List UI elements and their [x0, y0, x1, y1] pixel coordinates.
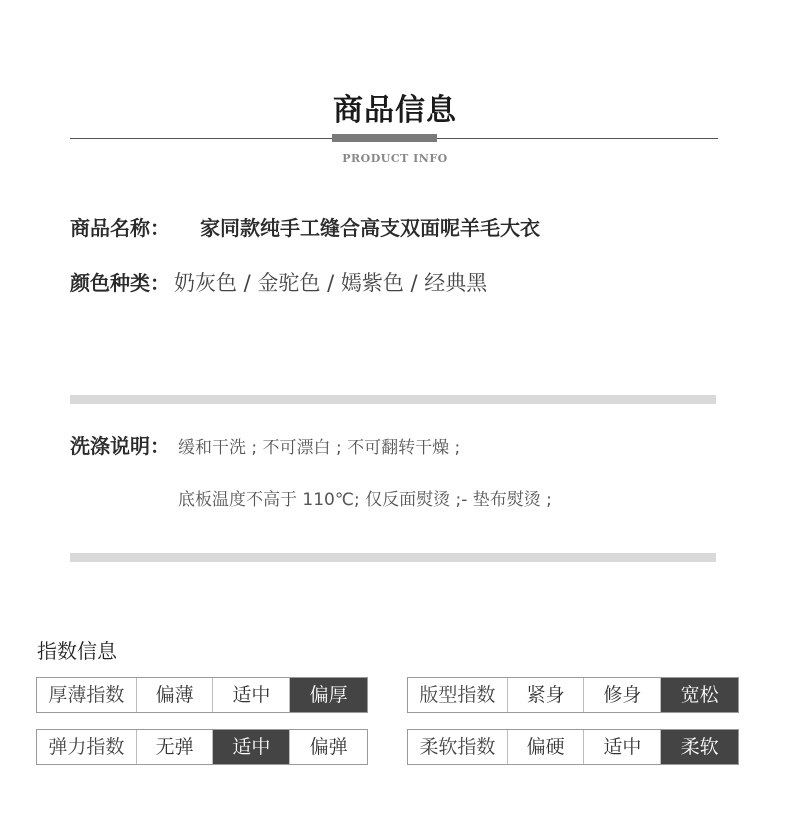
index-option: 适中 — [213, 678, 290, 712]
product-name-value: 家同款纯手工缝合高支双面呢羊毛大衣 — [200, 216, 540, 240]
index-label: 弹力指数 — [37, 730, 137, 764]
index-label: 柔软指数 — [408, 730, 508, 764]
fit-index-table — [407, 677, 739, 713]
thickness-index-table — [36, 677, 368, 713]
section-divider-band — [70, 553, 716, 562]
page-title: 商品信息 — [333, 93, 457, 128]
index-label: 厚薄指数 — [37, 678, 137, 712]
index-option: 适中 — [213, 730, 290, 764]
stretch-index-table — [36, 729, 368, 765]
index-option: 紧身 — [508, 678, 585, 712]
product-name-row — [70, 212, 540, 241]
product-color-row — [70, 267, 487, 297]
washing-instructions-line: 缓和干洗 ; 不可漂白 ; 不可翻转干燥 ; — [178, 438, 461, 458]
title-accent-bar — [332, 134, 437, 142]
product-name-label: 商品名称： — [70, 216, 170, 240]
index-option: 偏厚 — [290, 678, 367, 712]
page-subtitle: PRODUCT INFO — [342, 152, 448, 165]
washing-label: 洗涤说明： — [70, 434, 170, 458]
product-color-label: 颜色种类： — [70, 271, 170, 295]
index-option: 适中 — [584, 730, 661, 764]
index-label: 版型指数 — [408, 678, 508, 712]
index-option: 偏弹 — [309, 736, 348, 758]
index-option: 宽松 — [661, 678, 738, 712]
section-divider-band — [70, 395, 716, 404]
index-option: 柔软 — [661, 730, 738, 764]
index-section-title: 指数信息 — [37, 639, 117, 663]
index-option: 偏硬 — [508, 730, 585, 764]
product-color-value: 奶灰色 / 金驼色 / 嫣紫色 / 经典黑 — [174, 271, 488, 295]
washing-instructions-line: 底板温度不高于 110℃; 仅反面熨烫 ;- 垫布熨烫 ; — [178, 490, 552, 510]
index-option: 修身 — [584, 678, 661, 712]
index-option: 无弹 — [137, 730, 214, 764]
softness-index-table — [407, 729, 739, 765]
index-option: 偏薄 — [137, 678, 214, 712]
